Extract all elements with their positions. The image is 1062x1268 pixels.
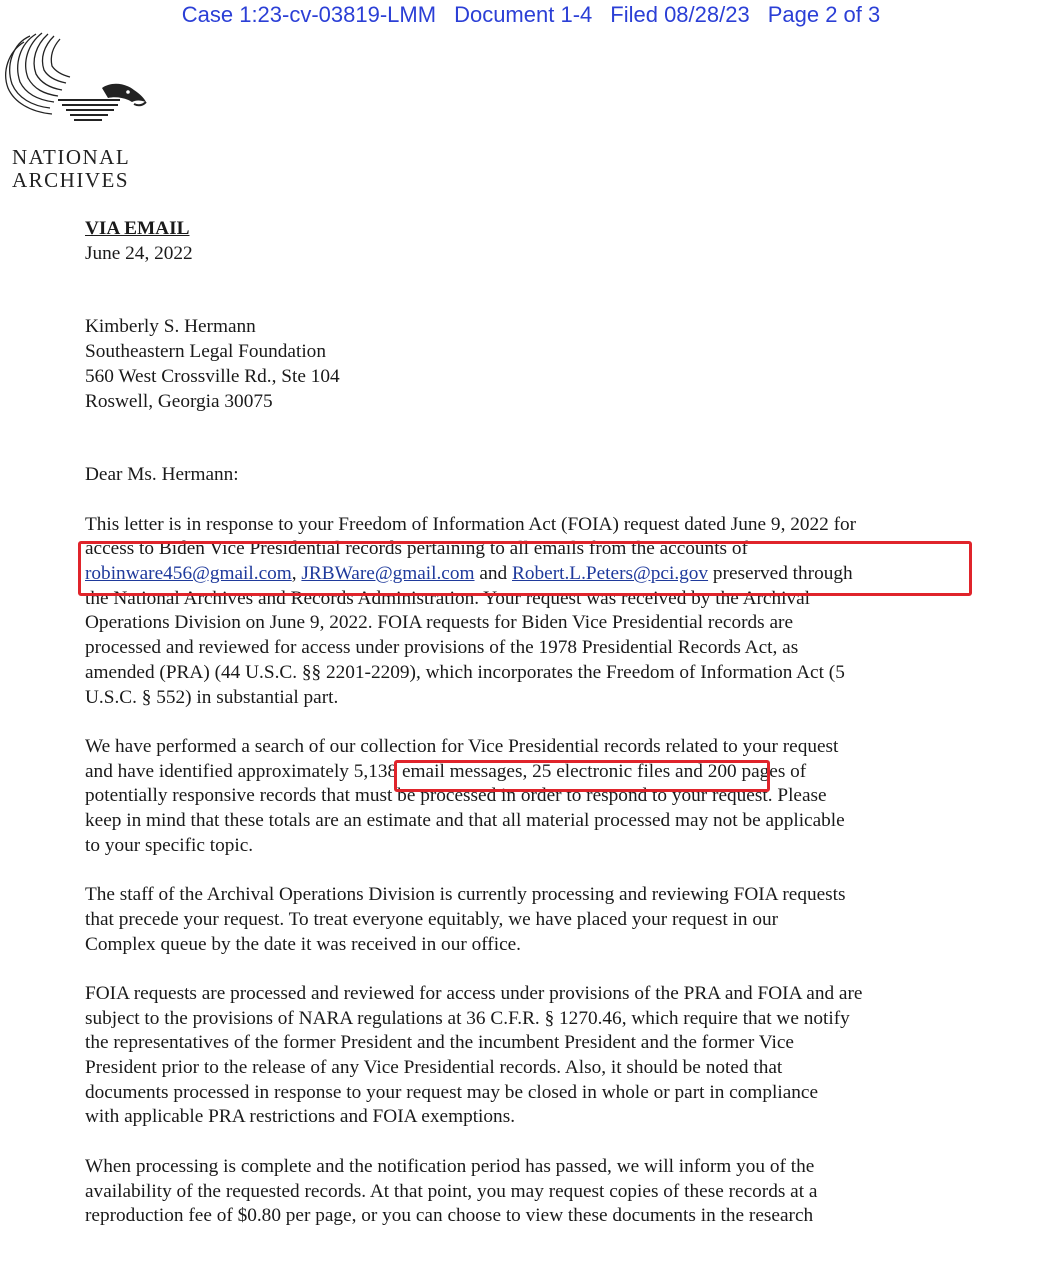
salutation: Dear Ms. Hermann: (85, 464, 239, 486)
text-line: President prior to the release of any Vice Presidential records. Also, it should be noted that (85, 1057, 783, 1079)
text-line: the National Archives and Records Administration. Your request was received by the Archival (85, 587, 811, 609)
address-line: 560 West Crossville Rd., Ste 104 (85, 365, 340, 387)
text-line: We have performed a search of our collection for Vice Presidential records related to your request (85, 735, 839, 757)
court-filing-header (0, 2, 1062, 28)
paragraph-2 (85, 735, 990, 859)
eagle-icon (0, 26, 150, 126)
logo-line-2: ARCHIVES (12, 168, 130, 192)
logo-line-1: NATIONAL (12, 145, 131, 169)
text-line: Operations Division on June 9, 2022. FOIA requests for Biden Vice Presidential records are (85, 612, 794, 634)
text-line: When processing is complete and the notification period has passed, we will inform you of the (85, 1155, 815, 1177)
delivery-method: VIA EMAIL (85, 218, 190, 239)
text-line: access to Biden Vice Presidential records pertaining to all emails from the accounts of (85, 538, 748, 560)
text-line: Complex queue by the date it was received in our office. (85, 933, 522, 955)
text-line: subject to the provisions of NARA regulations at 36 C.F.R. § 1270.46, which require that we notify (85, 1007, 850, 1029)
letter-body (85, 217, 990, 1229)
separator: , (291, 563, 302, 585)
text-line: potentially responsive records that must be processed in order to respond to your request. Please (85, 785, 827, 807)
address-line: Kimberly S. Hermann (85, 316, 256, 338)
recipient-address (85, 315, 990, 414)
text-line: availability of the requested records. At that point, you may request copies of these records at a (85, 1180, 818, 1202)
text-line: the representatives of the former President and the incumbent President and the former Vice (85, 1032, 794, 1054)
text-line: The staff of the Archival Operations Division is currently processing and reviewing FOIA requests (85, 884, 846, 906)
separator: and (474, 563, 512, 585)
text-line: to your specific topic. (85, 834, 254, 856)
text-line: keep in mind that these totals are an estimate and that all material processed may not be applicable (85, 810, 845, 832)
text-fragment: and have identified approximately (85, 760, 354, 782)
text-line: with applicable PRA restrictions and FOIA exemptions. (85, 1106, 516, 1128)
highlighted-count: 5,138 email messages, 25 electronic files (353, 760, 671, 782)
text-line: FOIA requests are processed and reviewed for access under provisions of the PRA and FOIA and are (85, 982, 863, 1004)
email-link-jrbware[interactable]: JRBWare@gmail.com (301, 563, 475, 585)
text-line: amended (PRA) (44 U.S.C. §§ 2201-2209), which incorporates the Freedom of Information Act (5 (85, 661, 845, 683)
case-number: Case 1:23-cv-03819-LMM (181, 2, 437, 27)
paragraph-4 (85, 982, 990, 1130)
page-indicator: Page 2 of 3 (767, 2, 881, 27)
text-line: reproduction fee of $0.80 per page, or you can choose to view these documents in the research (85, 1205, 814, 1227)
address-line: Roswell, Georgia 30075 (85, 390, 273, 412)
text-line: U.S.C. § 552) in substantial part. (85, 686, 339, 708)
letter-date: June 24, 2022 (85, 242, 193, 264)
address-line: Southeastern Legal Foundation (85, 341, 326, 363)
text-line: that precede your request. To treat everyone equitably, we have placed your request in our (85, 908, 779, 930)
logo-wordmark (12, 146, 130, 192)
document-number: Document 1-4 (454, 2, 593, 27)
text-line (85, 760, 990, 785)
email-link-robert-peters[interactable]: Robert.L.Peters@pci.gov (512, 563, 709, 585)
paragraph-1 (85, 513, 990, 711)
text-line: documents processed in response to your request may be closed in whole or part in compliance (85, 1081, 819, 1103)
text-line: This letter is in response to your Freedom of Information Act (FOIA) request dated June 9, 2022 for (85, 513, 857, 535)
text-line: processed and reviewed for access under provisions of the 1978 Presidential Records Act, as (85, 637, 799, 659)
text-fragment: preserved through (708, 563, 853, 585)
filed-date: Filed 08/28/23 (610, 2, 750, 27)
paragraph-3 (85, 883, 990, 957)
text-fragment: and 200 pages of (670, 760, 807, 782)
text-line (85, 562, 990, 587)
national-archives-logo (0, 26, 150, 192)
email-link-robinware456[interactable]: robinware456@gmail.com (85, 563, 292, 585)
paragraph-5 (85, 1155, 990, 1229)
